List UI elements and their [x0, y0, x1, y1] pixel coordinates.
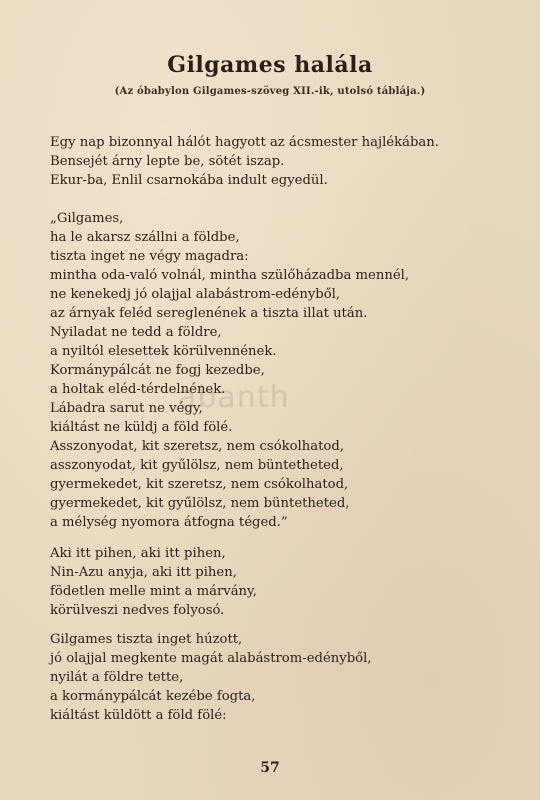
watermark: abanth [178, 380, 290, 415]
poem-line: gyermekedet, kit szeretsz, nem csókolhatod, [50, 477, 349, 492]
poem-line: Asszonyodat, kit szeretsz, nem csókolhatod, [50, 439, 345, 454]
poem-line: födetlen melle mint a márvány, [50, 584, 257, 599]
poem-line: ha le akarsz szállni a földbe, [50, 230, 240, 245]
poem-line: Nin-Azu anyja, aki itt pihen, [50, 565, 237, 580]
page-subtitle: (Az óbabylon Gilgames-szöveg XII.-ik, utolsó táblája.) [114, 86, 426, 97]
poem-line: Aki itt pihen, aki itt pihen, [50, 546, 226, 561]
poem-line: a nyiltól elesettek körülvennének. [50, 344, 277, 359]
poem-line: kiáltást küldött a föld fölé: [50, 708, 227, 723]
poem-line: asszonyodat, kit gyűlölsz, nem büntetheted, [50, 458, 344, 473]
poem-line: Egy nap bizonnyal hálót hagyott az ácsmester hajlékában. [50, 135, 439, 150]
poem-line: nyilát a földre tette, [50, 670, 184, 685]
poem-line: a kormánypálcát kezébe fogta, [50, 689, 256, 704]
poem-line: a holtak eléd-térdelnének. [50, 382, 226, 397]
stanza-2 [50, 209, 480, 532]
poem-line: Bensejét árny lepte be, sötét iszap. [50, 154, 285, 169]
poem-line: az árnyak feléd sereglenének a tiszta illat után. [50, 306, 368, 321]
poem-line: Gilgames tiszta inget húzott, [50, 632, 243, 647]
poem-line: ne kenekedj jó olajjal alabástrom-edényből, [50, 287, 341, 302]
poem-line: Lábadra sarut ne végy, [50, 401, 203, 416]
poem-line: a mélység nyomora átfogna téged.” [50, 515, 288, 530]
poem-line: Ekur-ba, Enlil csarnokába indult egyedül. [50, 173, 328, 188]
poem-line: Kormánypálcát ne fogj kezedbe, [50, 363, 265, 378]
stanza-4 [50, 630, 480, 725]
poem-line: körülveszi nedves folyosó. [50, 603, 225, 618]
stanza-1 [50, 133, 480, 190]
page-title: Gilgames halála [167, 52, 373, 78]
poem-line: jó olajjal megkente magát alabástrom-edényből, [50, 651, 372, 666]
poem-line: tiszta inget ne végy magadra: [50, 249, 249, 264]
poem-line: „Gilgames, [50, 211, 124, 226]
poem-line: gyermekedet, kit gyűlölsz, nem büntetheted, [50, 496, 350, 511]
poem-line: kiáltást ne küldj a föld fölé. [50, 420, 233, 435]
stanza-3 [50, 544, 480, 620]
page-number: 57 [260, 760, 280, 776]
poem-line: Nyiladat ne tedd a földre, [50, 325, 222, 340]
poem-line: mintha oda-való volnál, mintha szülőházadba mennél, [50, 268, 410, 283]
